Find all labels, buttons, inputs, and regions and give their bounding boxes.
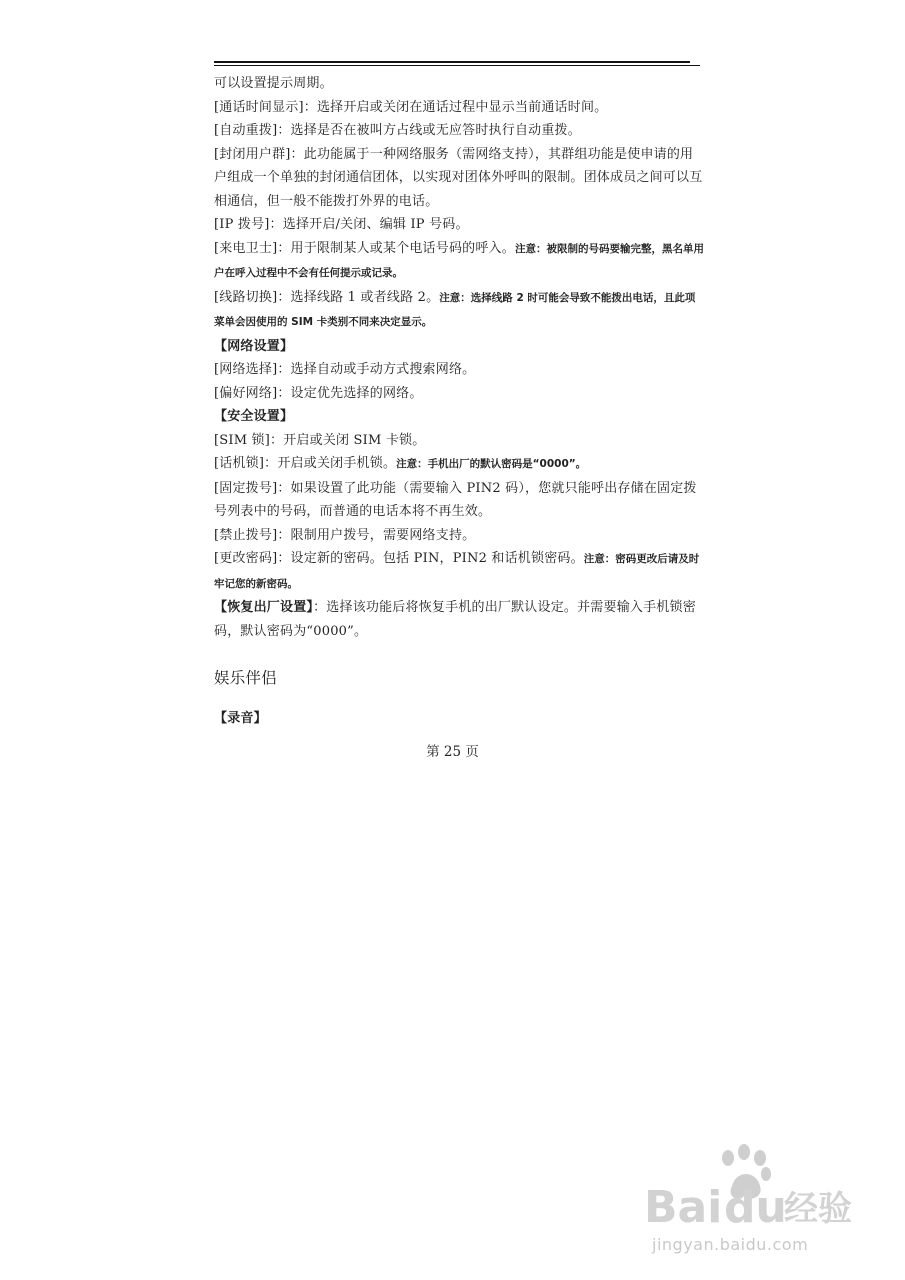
header-rule: [214, 61, 690, 63]
svg-text:Bai: Bai: [644, 1182, 723, 1233]
header-rule-thin: [214, 65, 700, 66]
paragraph: [偏好网络]：设定优先选择的网络。: [214, 385, 423, 401]
paragraph: [封闭用户群]：此功能属于一种网络服务（需网络支持），其群组功能是使申请的用户组成一个单独的封闭通信团体，以实现对团体外呼叫的限制。团体成员之间可以互相通信，但一般不能拨打外界的电话。: [214, 146, 703, 209]
note-text: 注意：选择线路 2 时可能会导致不能拨出电话，且此项菜单会因使用的 SIM 卡类别不同来决定显示。: [214, 291, 696, 328]
bold-lead: 【恢复出厂设置】: [214, 600, 314, 615]
paragraph-text: ：选择该功能后将恢复手机的出厂默认设定。并需要输入手机锁密码，默认密码为“0000”。: [214, 600, 696, 639]
baidu-jingyan-watermark: [640, 1140, 870, 1265]
paragraph: [通话时间显示]：选择开启或关闭在通话过程中显示当前通话时间。: [214, 99, 608, 115]
svg-text:du: du: [724, 1182, 787, 1233]
note-text: 注意：密码更改后请及时牢记您的新密码。: [214, 553, 700, 590]
paragraph: [禁止拨号]：限制用户拨号，需要网络支持。: [214, 527, 476, 543]
paragraph: [自动重拨]：选择是否在被叫方占线或无应答时执行自动重拨。: [214, 123, 581, 138]
paragraph: [IP 拨号]：选择开启/关闭、编辑 IP 号码。: [214, 217, 469, 232]
watermark-domain: jingyan.baidu.com: [652, 1235, 809, 1254]
paragraph: [网络选择]：选择自动或手动方式搜索网络。: [214, 362, 476, 377]
paragraph-with-note: [214, 547, 704, 596]
page-body: [214, 72, 704, 731]
paragraph-with-note: [214, 237, 704, 286]
section-heading: 【网络设置】: [214, 338, 294, 354]
note-text: 注意：被限制的号码要输完整，黑名单用户在呼入过程中不会有任何提示或记录。: [214, 242, 704, 279]
paragraph-bold-lead: [214, 596, 704, 643]
note-text: 注意：手机出厂的默认密码是“0000”。: [396, 458, 587, 470]
paragraph: [固定拨号]：如果设置了此功能（需要输入 PIN2 码），您就只能呼出存储在固定拨号列表中的号码，而普通的电话本将不再生效。: [214, 480, 697, 519]
paragraph-text: [线路切换]：选择线路 1 或者线路 2。: [214, 289, 440, 305]
chapter-title: 娱乐伴侣: [214, 669, 277, 687]
page-number: 第 25 页: [426, 744, 479, 760]
paragraph: [SIM 锁]：开启或关闭 SIM 卡锁。: [214, 432, 426, 448]
section-heading-record: 【录音】: [214, 711, 267, 726]
paragraph: 可以设置提示周期。: [214, 76, 333, 91]
svg-text:经验: 经验: [784, 1189, 852, 1229]
section-heading: 【安全设置】: [214, 409, 294, 424]
paragraph-with-note: [214, 286, 704, 335]
baidu-logo-icon: [640, 1140, 870, 1235]
paragraph-text: [话机锁]：开启或关闭手机锁。: [214, 456, 397, 471]
paragraph-with-note: [214, 452, 704, 477]
paragraph-text: [更改密码]：设定新的密码。包括 PIN，PIN2 和话机锁密码。: [214, 551, 584, 566]
paragraph-text: [来电卫士]：用于限制某人或某个电话号码的呼入。: [214, 240, 515, 256]
